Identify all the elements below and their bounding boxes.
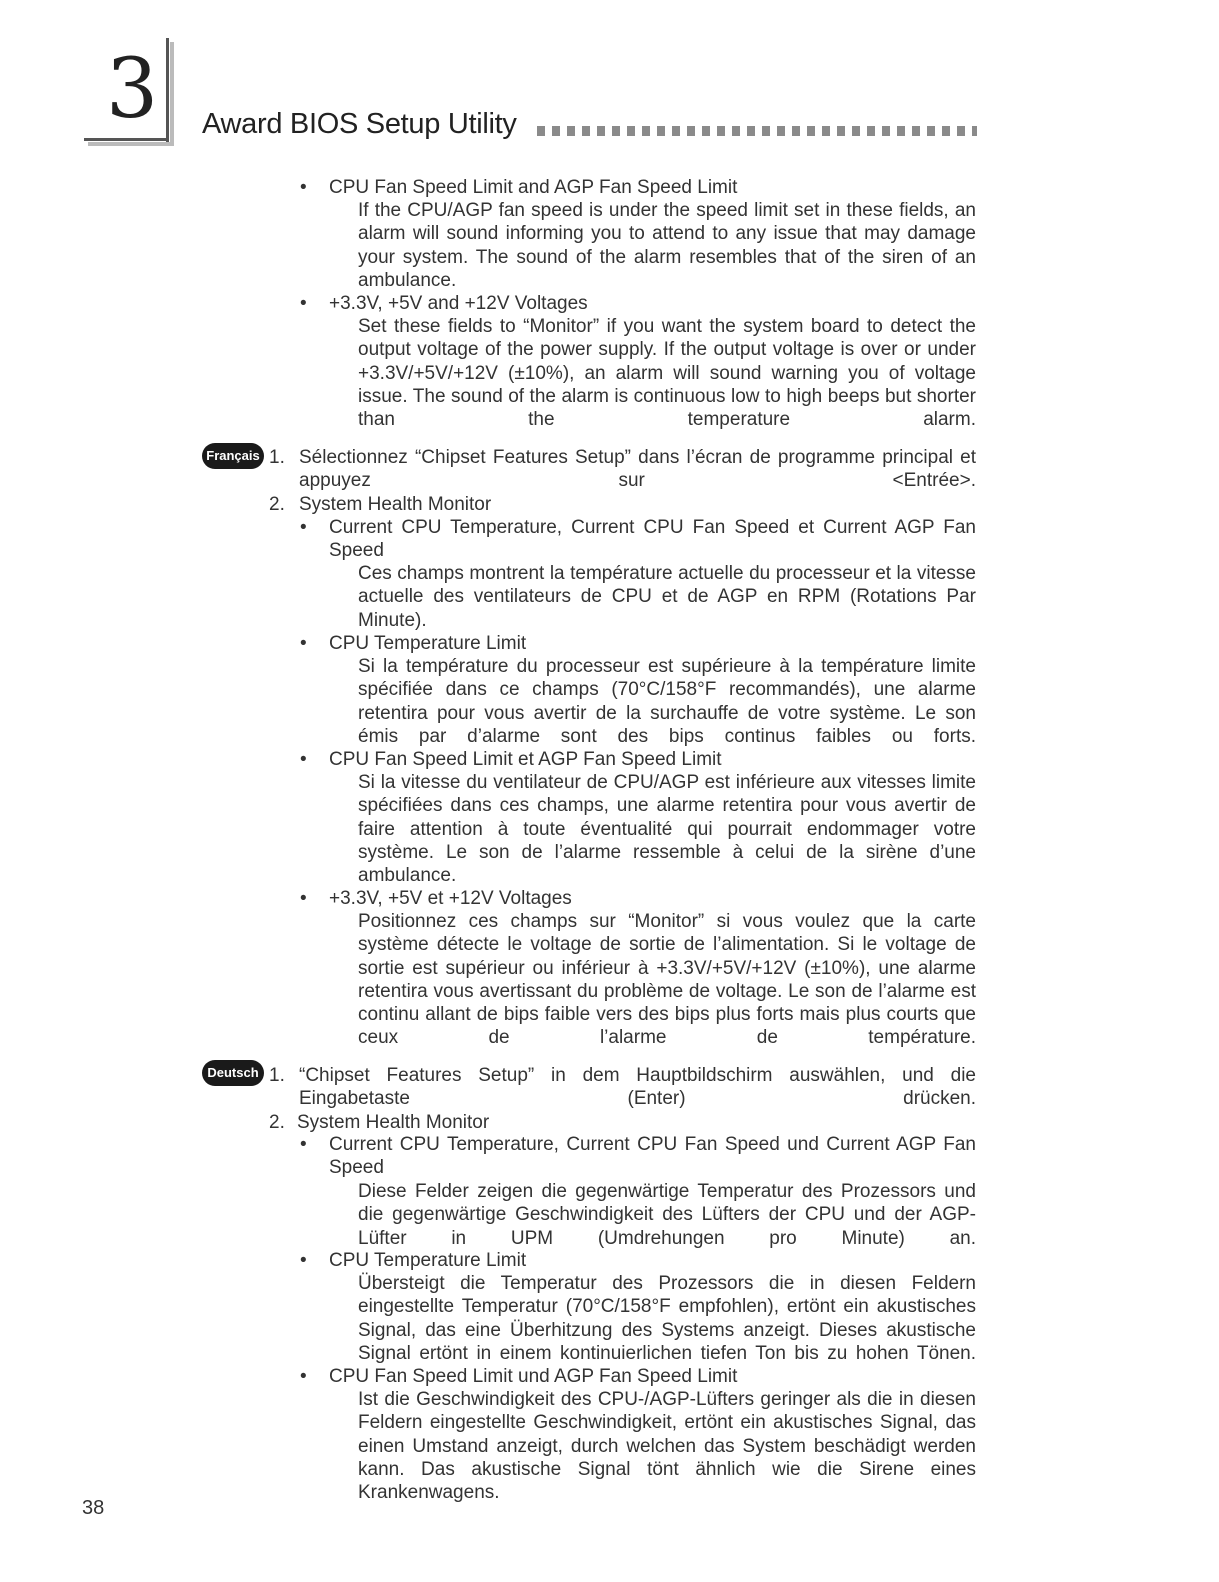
bullet: • bbox=[300, 749, 307, 770]
chapter-number: 3 bbox=[106, 42, 159, 137]
de-temp-body: Übersteigt die Temperatur des Prozessors die in diesen Feldern eingestellte Temperatur (70°C/158°F empfohlen), ertönt ein akustisches Signal, das eine Überhitzung des Systems anzeigt. Dieses akustische Signal ertönt in einem kontinuierlichen tiefen Ton bis zu hohen Tönen. bbox=[358, 1273, 976, 1364]
fr-voltage-body: Positionnez ces champs sur “Monitor” si vous voulez que la carte système détecte le voltage de sortie de l’alimentation. Si le voltage de sortie est supérieur ou inférieur à +3.3V/+5V/+12V (±10%), une alarme retentira vous avertissant du problème de voltage. Le son de l’alarme est continu allant de bips faible vers des bips plus forts mais plus courts que ceux de l’alarme de température. bbox=[358, 911, 976, 1049]
chapter-marker bbox=[84, 38, 172, 142]
bullet: • bbox=[300, 517, 307, 538]
fr-step2-number: 2. bbox=[269, 494, 285, 515]
fr-temp-heading: CPU Temperature Limit bbox=[329, 633, 527, 654]
de-fan-body: Ist die Geschwindigkeit des CPU-/AGP-Lüfters geringer als die in diesen Feldern eingestellte Geschwindigkeit, ertönt ein akustisches Signal, das einen Umstand anzeigt, durch welchen das System beschädigt werden kann. Das akustische Signal tönt ähnlich wie die Sirene eines Krankenwagens. bbox=[358, 1389, 976, 1504]
language-badge-french: Français bbox=[202, 443, 264, 469]
fr-voltage-heading: +3.3V, +5V et +12V Voltages bbox=[329, 888, 572, 909]
bullet: • bbox=[300, 1134, 307, 1155]
en-voltage-body: Set these fields to “Monitor” if you want the system board to detect the output voltage of the power supply. If the output voltage is over or under +3.3V/+5V/+12V (±10%), an alarm will sound warning you of voltage issue. The sound of the alarm is continuous low to high beeps but shorter than the temperature alarm. bbox=[358, 316, 976, 431]
page-title: Award BIOS Setup Utility bbox=[202, 108, 517, 140]
chapter-divider bbox=[166, 38, 169, 142]
bullet: • bbox=[300, 888, 307, 909]
de-step2-number: 2. bbox=[269, 1112, 285, 1133]
fr-fan-body: Si la vitesse du ventilateur de CPU/AGP est inférieure aux vitesses limite spécifiées dans ces champs, une alarme retentira pour vous avertir de faire attention à toute éventualité qui pourrait endommager votre système. Le son de l’alarme ressemble à celui de la sirène d’une ambulance. bbox=[358, 772, 976, 887]
page-number: 38 bbox=[82, 1497, 105, 1519]
de-temp-heading: CPU Temperature Limit bbox=[329, 1250, 527, 1271]
title-dot-rule bbox=[537, 126, 977, 136]
fr-current-body: Ces champs montrent la température actuelle du processeur et la vitesse actuelle des ventilateurs de CPU et de AGP en RPM (Rotations Par Minute). bbox=[358, 563, 976, 631]
de-step2-text: System Health Monitor bbox=[297, 1112, 490, 1133]
en-voltage-heading: +3.3V, +5V and +12V Voltages bbox=[329, 293, 588, 314]
fr-temp-body: Si la température du processeur est supérieure à la température limite spécifiée dans ce champs (70°C/158°F recommandés), une alarme retentira pour vous avertir de la surchauffe de votre système. Le son émis par d’alarme sont des bips continus faibles ou forts. bbox=[358, 656, 976, 747]
fr-current-heading: Current CPU Temperature, Current CPU Fan Speed et Current AGP Fan Speed bbox=[329, 517, 976, 562]
bullet: • bbox=[300, 633, 307, 654]
fr-step1-text: Sélectionnez “Chipset Features Setup” dans l’écran de programme principal et appuyez sur <Entrée>. bbox=[299, 447, 976, 492]
de-fan-heading: CPU Fan Speed Limit und AGP Fan Speed Limit bbox=[329, 1366, 738, 1387]
chapter-underline bbox=[84, 138, 169, 141]
de-current-heading: Current CPU Temperature, Current CPU Fan Speed und Current AGP Fan Speed bbox=[329, 1134, 976, 1179]
fr-step2-text: System Health Monitor bbox=[299, 494, 492, 515]
bullet: • bbox=[300, 177, 307, 198]
en-fan-limit-body: If the CPU/AGP fan speed is under the speed limit set in these fields, an alarm will sound informing you to attend to any issue that may damage your system. The sound of the alarm resembles that of the siren of an ambulance. bbox=[358, 200, 976, 291]
bullet: • bbox=[300, 293, 307, 314]
de-current-body: Diese Felder zeigen die gegenwärtige Temperatur des Prozessors und die gegenwärtige Geschwindigkeit des Lüfters der CPU und der AGP-Lüfter in UPM (Umdrehungen pro Minute) an. bbox=[358, 1181, 976, 1249]
en-fan-limit-heading: CPU Fan Speed Limit and AGP Fan Speed Limit bbox=[329, 177, 738, 198]
fr-fan-heading: CPU Fan Speed Limit et AGP Fan Speed Limit bbox=[329, 749, 722, 770]
chapter-underline-shadow bbox=[88, 142, 174, 146]
bullet: • bbox=[300, 1250, 307, 1271]
fr-step1-number: 1. bbox=[269, 447, 285, 468]
de-step1-number: 1. bbox=[269, 1065, 285, 1086]
language-badge-german: Deutsch bbox=[202, 1060, 264, 1086]
chapter-divider-shadow bbox=[170, 42, 174, 146]
de-step1-text: “Chipset Features Setup” in dem Hauptbildschirm auswählen, und die Eingabetaste (Enter) drücken. bbox=[299, 1065, 976, 1110]
bullet: • bbox=[300, 1366, 307, 1387]
